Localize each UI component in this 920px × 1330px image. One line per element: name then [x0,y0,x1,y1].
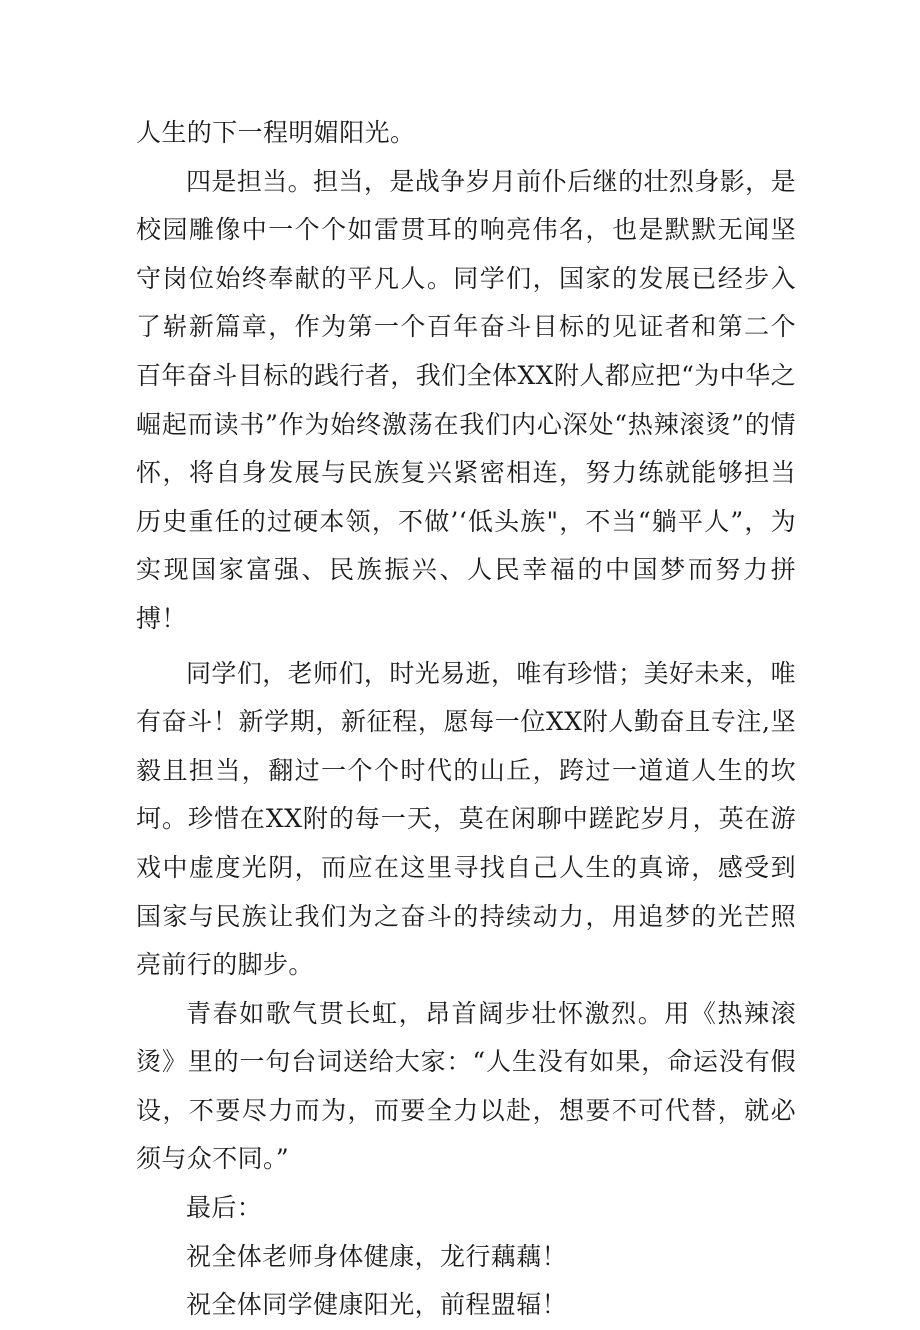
paragraph-continuation: 人生的下一程明媚阳光。 [136,118,416,147]
paragraph-responsibility: 四是担当。担当，是战争岁月前仆后继的壮烈身影，是校园雕像中一个个如雷贯耳的响亮伟名，也是默默无闻坚守岗位始终奉献的平凡人。同学们，国家的发展已经步入了崭新篇章，作为第一个百年奋斗目标的见证者和第二个百年奋斗目标的践行者，我们全体XX附人都应把“为中华之崛起而读书”作为始终激荡在我们内心深处“热辣滚烫”的情怀，将自身发展与民族复兴紧密相连，努力练就能够担当历史重任的过硬本领，不做’‘低头族"，不当“躺平人”，为实现国家富强、民族振兴、人民幸福的中国梦而努力拼搏！ [136,166,796,633]
paragraph-closing-label: 最后： [186,1193,263,1223]
paragraph-wish-students: 祝全体同学健康阳光，前程盟辐！ [186,1290,568,1320]
paragraph-youth-quote: 青春如歌气贯长虹，昂首阔步壮怀激烈。用《热辣滚烫》里的一句台词送给大家：“人生没有如果，命运没有假设，不要尽力而为，而要全力以赴，想要不可代替，就必须与众不同。” [136,998,796,1174]
paragraph-wish-teachers: 祝全体老师身体健康，龙行藕藕！ [186,1241,568,1271]
document-body [136,109,796,1330]
paragraph-cherish-time: 同学们，老师们，时光易逝，唯有珍惜；美好未来，唯有奋斗！新学期，新征程，愿每一位XX附人勤奋且专注,坚毅且担当，翻过一个个时代的山丘，跨过一道道人生的坎坷。珍惜在XX附的每一天，莫在闲聊中蹉跎岁月，英在游戏中虚度光阴，而应在这里寻找自己人生的真谛，感受到国家与民族让我们为之奋斗的持续动力，用追梦的光芒照亮前行的脚步。 [136,658,796,980]
